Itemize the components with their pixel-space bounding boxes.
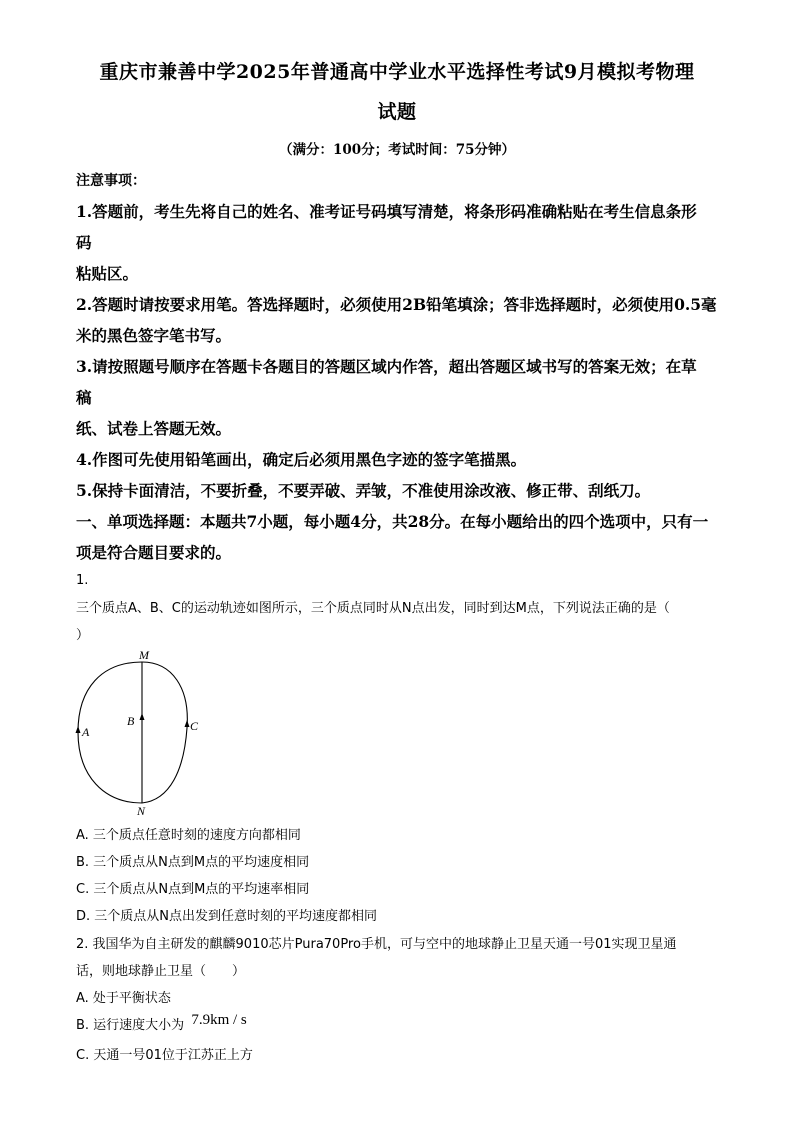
label-a: A — [82, 725, 90, 739]
label-c: C — [190, 719, 199, 733]
option-c: C. 天通一号01位于江苏正上方 — [76, 1048, 253, 1063]
label-n: N — [137, 804, 146, 818]
question-number: 1. — [76, 573, 89, 588]
arrow-a-icon — [76, 726, 81, 733]
note-line: 1.答题前，考生先将自己的姓名、准考证号码填写清楚，将条形码准确粘贴在考生信息条形 — [76, 202, 697, 221]
note-line: 3.请按照题号顺序在答题卡各题目的答题区域内作答，超出答题区域书写的答案无效；在草 — [76, 357, 697, 376]
note-line: 粘贴区。 — [76, 264, 139, 283]
page-title-line2: 试题 — [377, 101, 417, 123]
note-line: 4.作图可先使用铅笔画出，确定后必须用黑色字迹的签字笔描黑。 — [76, 450, 527, 469]
note-line: 稿 — [76, 388, 92, 407]
notes-heading: 注意事项： — [76, 173, 146, 189]
section-heading: 一、单项选择题：本题共7小题，每小题4分，共28分。在每小题给出的四个选项中，只有一 — [76, 512, 709, 531]
exam-meta: （满分：100分；考试时间：75分钟） — [279, 142, 515, 158]
note-line: 米的黑色签字笔书写。 — [76, 326, 232, 345]
section-heading-line2: 项是符合题目要求的。 — [76, 543, 232, 562]
option-a: A. 处于平衡状态 — [76, 991, 171, 1006]
option-c: C. 三个质点从N点到M点的平均速率相同 — [76, 882, 310, 897]
arrow-c-icon — [185, 720, 190, 727]
trajectory-c-path — [142, 662, 187, 803]
option-a: A. 三个质点任意时刻的速度方向都相同 — [76, 828, 301, 843]
option-b — [76, 1014, 247, 1034]
arrow-b-icon — [140, 713, 145, 720]
label-m: M — [139, 648, 149, 662]
option-d: D. 三个质点从N点出发到任意时刻的平均速度都相同 — [76, 909, 377, 924]
question-stem-line2: ） — [76, 628, 90, 643]
note-line: 5.保持卡面清洁，不要折叠，不要弄破、弄皱，不准使用涂改液、修正带、刮纸刀。 — [76, 481, 651, 500]
option-b-prefix: B. 运行速度大小为 — [76, 1018, 185, 1033]
page-title: 重庆市兼善中学2025年普通高中学业水平选择性考试9月模拟考物理 — [99, 61, 695, 83]
note-line: 2.答题时请按要求用笔。答选择题时，必须使用2B铅笔填涂；答非选择题时，必须使用0.5毫 — [76, 295, 717, 314]
option-b: B. 三个质点从N点到M点的平均速度相同 — [76, 855, 310, 870]
option-b-value: 7.9km / s — [191, 1012, 247, 1028]
note-line: 码 — [76, 233, 92, 252]
question-stem: 2. 我国华为自主研发的麒麟9010芯片Pura70Pro手机，可与空中的地球静止卫星天通一号01实现卫星通 — [76, 937, 677, 952]
question-stem-line2: 话，则地球静止卫星（ ） — [76, 964, 246, 979]
note-line: 纸、试卷上答题无效。 — [76, 419, 232, 438]
label-b: B — [127, 714, 135, 728]
question-stem: 三个质点A、B、C的运动轨迹如图所示，三个质点同时从N点出发，同时到达M点，下列说法正确的是（ — [76, 601, 670, 616]
trajectory-figure — [72, 648, 212, 818]
